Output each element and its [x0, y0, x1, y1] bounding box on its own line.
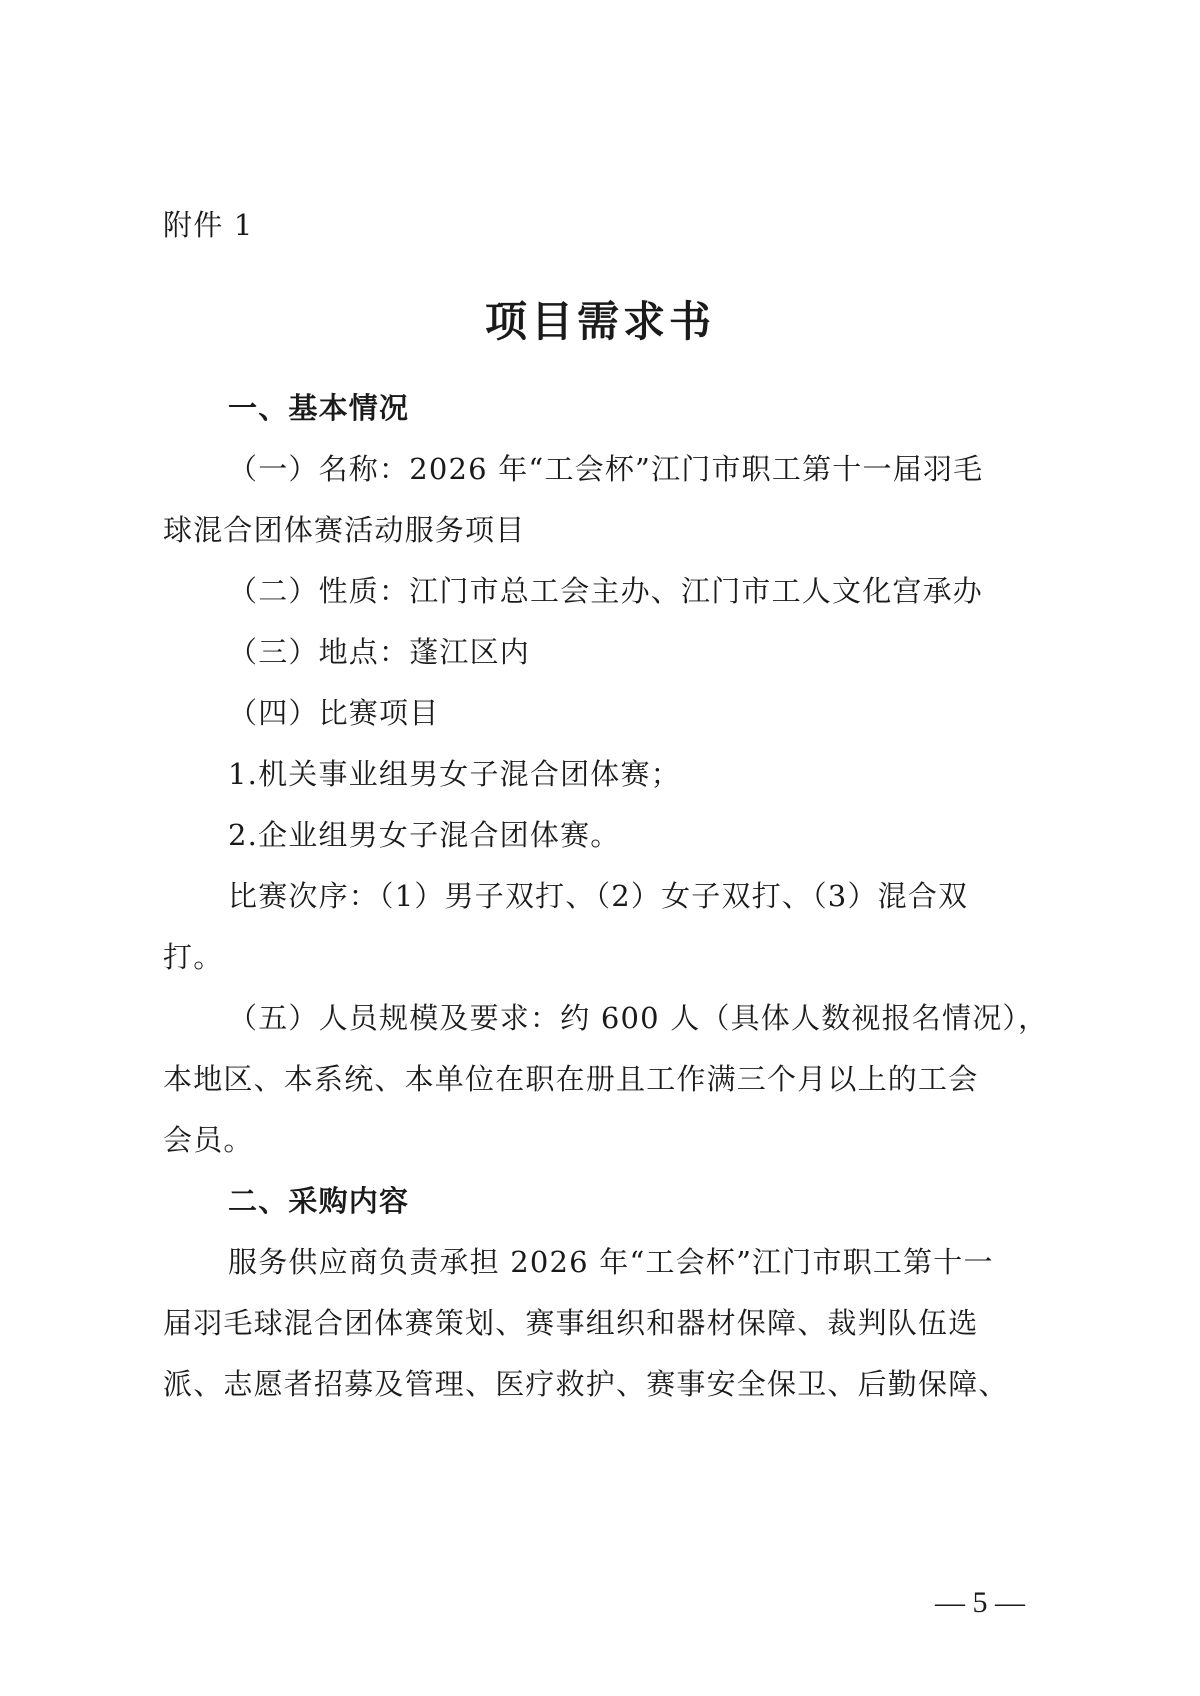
- paragraph-scale-line-3: 会员。: [163, 1123, 254, 1157]
- paragraph-procurement-line-3: 派、志愿者招募及管理、医疗救护、赛事安全保卫、后勤保障、: [163, 1367, 1009, 1401]
- paragraph-nature: （二）性质：江门市总工会主办、江门市工人文化宫承办: [228, 574, 984, 608]
- section-heading-basic-info: 一、基本情况: [228, 391, 410, 425]
- paragraph-scale-line-2: 本地区、本系统、本单位在职在册且工作满三个月以上的工会: [163, 1062, 979, 1096]
- paragraph-procurement-line-1: 服务供应商负责承担 2026 年“工会杯”江门市职工第十一: [228, 1245, 994, 1279]
- paragraph-order-line-2: 打。: [163, 940, 224, 974]
- paragraph-name-line-1: （一）名称：2026 年“工会杯”江门市职工第十一届羽毛: [228, 452, 984, 486]
- paragraph-order-line-1: 比赛次序：（1）男子双打、（2）女子双打、（3）混合双: [228, 879, 969, 913]
- attachment-label: 附件 1: [163, 208, 254, 242]
- paragraph-location: （三）地点：蓬江区内: [228, 635, 531, 669]
- page-number: — 5 —: [935, 1586, 1025, 1619]
- paragraph-procurement-line-2: 届羽毛球混合团体赛策划、赛事组织和器材保障、裁判队伍选: [163, 1306, 979, 1340]
- section-heading-procurement: 二、采购内容: [228, 1184, 410, 1218]
- paragraph-name-line-2: 球混合团体赛活动服务项目: [163, 513, 526, 547]
- paragraph-scale-line-1: （五）人员规模及要求：约 600 人（具体人数视报名情况），: [228, 1001, 1049, 1035]
- page-title: 项目需求书: [484, 297, 715, 346]
- paragraph-events-heading: （四）比赛项目: [228, 696, 440, 730]
- event-item-1: 1.机关事业组男女子混合团体赛；: [228, 757, 681, 791]
- event-item-2: 2.企业组男女子混合团体赛。: [228, 818, 621, 852]
